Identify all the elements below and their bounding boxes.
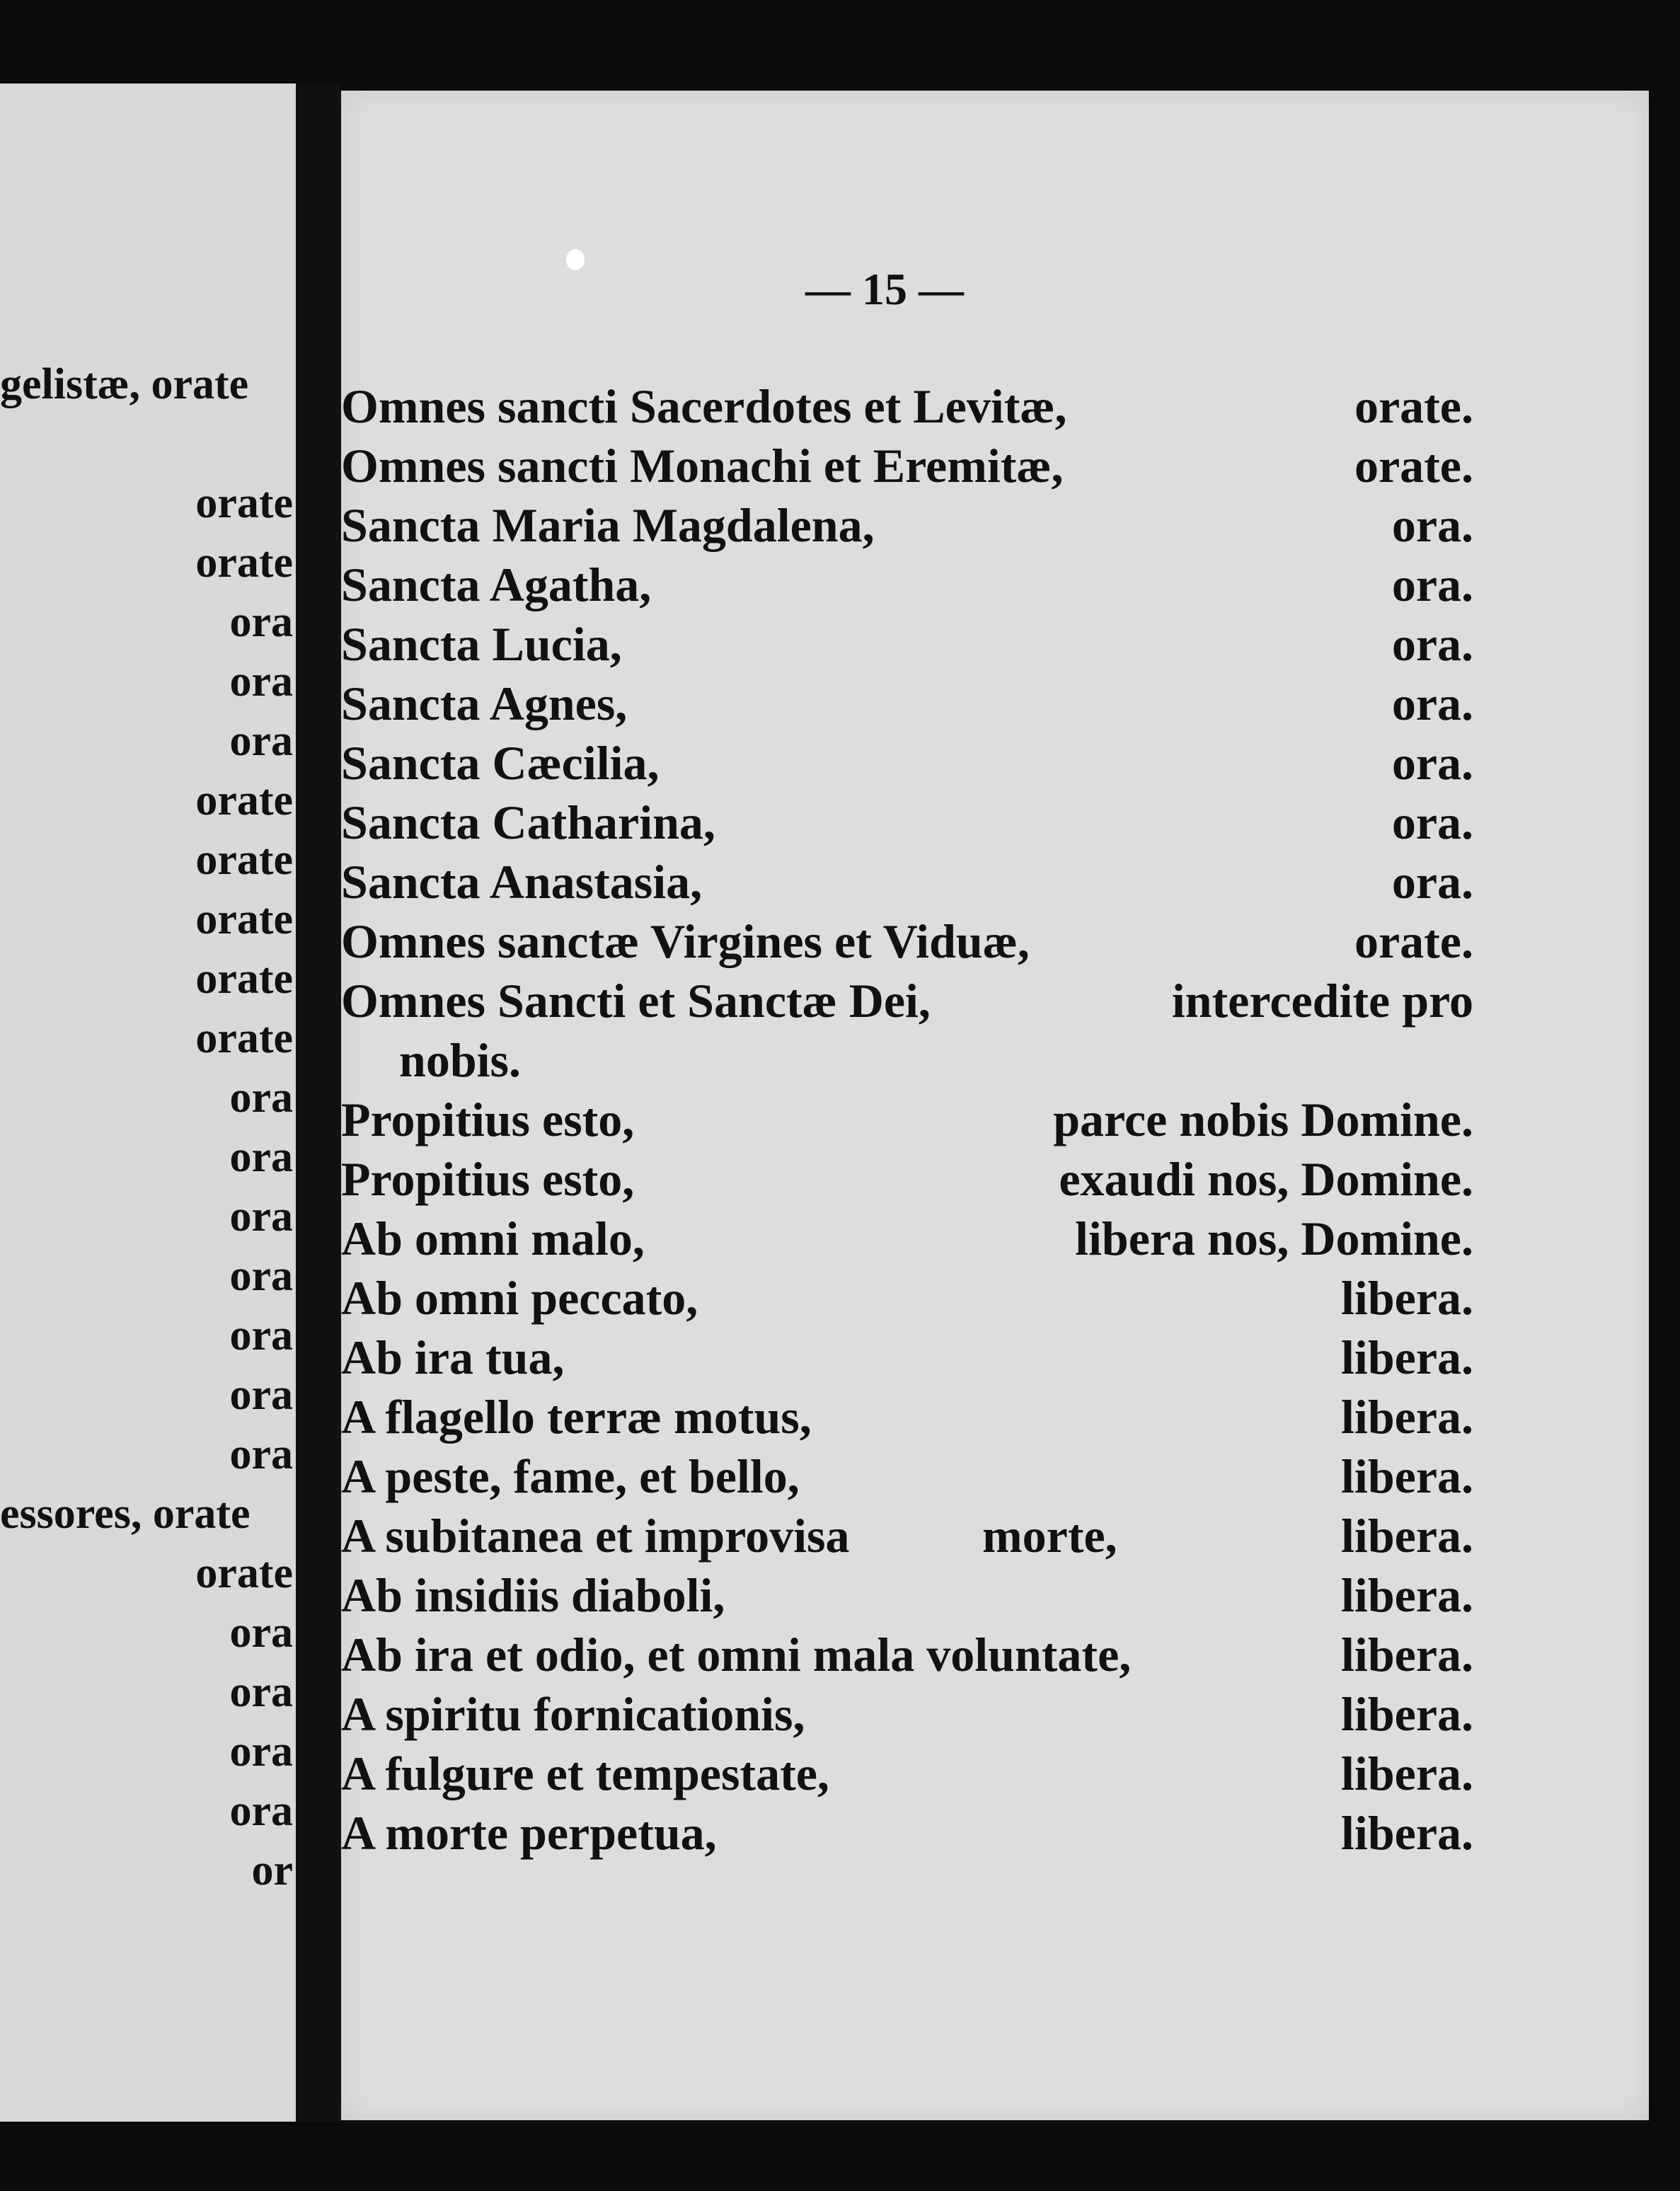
litany-line bbox=[341, 560, 1473, 620]
response-text: ora. bbox=[1391, 855, 1473, 909]
response-text: ora. bbox=[1391, 736, 1473, 790]
response-text: ora. bbox=[1391, 795, 1473, 849]
litany-line bbox=[341, 1749, 1473, 1809]
left-page-fragment: ora bbox=[229, 1192, 293, 1241]
left-page-fragment: ora bbox=[229, 717, 293, 765]
invocation-text: Propitius esto, bbox=[341, 1093, 635, 1146]
response-text: libera. bbox=[1341, 1747, 1473, 1800]
litany-line bbox=[341, 1628, 1473, 1690]
litany-line bbox=[341, 379, 1473, 442]
litany-line bbox=[341, 679, 1473, 739]
page-number: — 15 — bbox=[805, 264, 964, 314]
litany-line bbox=[341, 498, 1473, 560]
response-text: exaudi nos, Domine. bbox=[1059, 1152, 1473, 1206]
left-page-fragment: ora bbox=[229, 1668, 293, 1716]
litany-line bbox=[341, 1509, 1473, 1571]
litany-line bbox=[341, 855, 1473, 917]
left-page-fragment: ora bbox=[229, 1074, 293, 1122]
litany-line bbox=[341, 795, 1473, 858]
response-text: intercedite pro bbox=[1171, 974, 1473, 1028]
response-text: libera. bbox=[1341, 1271, 1473, 1325]
litany-line bbox=[341, 736, 1473, 798]
left-page-fragment: essores, orate bbox=[0, 1490, 251, 1538]
left-page-fragment: ora bbox=[229, 1430, 293, 1478]
left-page-fragment: or bbox=[251, 1846, 293, 1894]
invocation-text: Sancta Agatha, bbox=[341, 558, 652, 611]
left-page-fragment: ora bbox=[229, 1609, 293, 1657]
litany-line bbox=[341, 1449, 1473, 1512]
left-page-fragment: ora bbox=[229, 1252, 293, 1300]
litany-line bbox=[341, 1806, 1473, 1868]
invocation-text: Sancta Anastasia, bbox=[341, 855, 703, 909]
invocation-text: A flagello terræ motus, bbox=[341, 1390, 812, 1444]
left-page-fragment: orate bbox=[195, 836, 293, 884]
litany-line bbox=[341, 974, 1473, 1036]
left-page-fragment: ora bbox=[229, 598, 293, 646]
invocation-text: Sancta Cæcilia, bbox=[341, 736, 660, 790]
litany-line bbox=[341, 1568, 1473, 1631]
invocation-text: Omnes sancti Monachi et Eremitæ, bbox=[341, 439, 1064, 493]
response-text: parce nobis Domine. bbox=[1053, 1093, 1473, 1146]
invocation-text: Ab insidiis diaboli, bbox=[341, 1568, 725, 1622]
response-text: ora. bbox=[1391, 617, 1473, 671]
invocation-text: Omnes sancti Sacerdotes et Levitæ, bbox=[341, 379, 1067, 433]
response-text: libera. bbox=[1341, 1390, 1473, 1444]
left-page-fragment: orate bbox=[195, 479, 293, 527]
response-text: libera. bbox=[1341, 1330, 1473, 1384]
invocation-text: Ab omni malo, bbox=[341, 1212, 645, 1265]
left-page-fragment: ora bbox=[229, 1787, 293, 1835]
litany-line bbox=[341, 1330, 1473, 1393]
invocation-text: Ab omni peccato, bbox=[341, 1271, 698, 1325]
litany-line bbox=[341, 439, 1473, 501]
response-text: libera. bbox=[1341, 1568, 1473, 1622]
invocation-text: A spiritu fornicationis, bbox=[341, 1687, 805, 1741]
response-text: orate. bbox=[1354, 439, 1473, 493]
left-page-fragment: ora bbox=[229, 1133, 293, 1181]
left-page-fragment: ora bbox=[229, 1371, 293, 1419]
litany-line bbox=[341, 1271, 1473, 1333]
response-text: orate. bbox=[1354, 914, 1473, 968]
invocation-text: Ab ira tua, bbox=[341, 1330, 565, 1384]
litany-line bbox=[341, 617, 1473, 679]
invocation-text: Sancta Catharina, bbox=[341, 795, 715, 849]
response-text: ora. bbox=[1391, 677, 1473, 730]
book-gutter bbox=[296, 84, 341, 2122]
left-page-fragment: gelistæ, orate bbox=[0, 360, 249, 408]
left-page-fragment: ora bbox=[229, 657, 293, 706]
invocation-text: nobis. bbox=[399, 1033, 521, 1087]
litany-line bbox=[341, 1687, 1473, 1749]
invocation-text: Propitius esto, bbox=[341, 1152, 635, 1206]
invocation-text: Sancta Maria Magdalena, bbox=[341, 498, 875, 552]
invocation-text: A fulgure et tempestate, bbox=[341, 1747, 829, 1800]
left-page-fragment: orate bbox=[195, 776, 293, 824]
left-page bbox=[0, 84, 297, 2122]
response-text: libera. bbox=[1341, 1628, 1473, 1681]
left-page-fragment: orate bbox=[195, 1014, 293, 1062]
invocation-text: A subitanea et improvisa bbox=[341, 1509, 850, 1563]
left-page-fragment: orate bbox=[195, 1549, 293, 1597]
left-page-fragment: ora bbox=[229, 1727, 293, 1776]
response-text: libera. bbox=[1341, 1806, 1473, 1860]
left-page-fragment: orate bbox=[195, 539, 293, 587]
litany-line bbox=[341, 1390, 1473, 1452]
response-text: libera nos, Domine. bbox=[1075, 1212, 1473, 1265]
invocation-text: Sancta Lucia, bbox=[341, 617, 622, 671]
left-page-fragment: ora bbox=[229, 1311, 293, 1359]
litany-line bbox=[341, 1033, 1473, 1096]
left-page-fragment: orate bbox=[195, 895, 293, 943]
invocation-text: Omnes sanctæ Virgines et Viduæ, bbox=[341, 914, 1030, 968]
response-text: orate. bbox=[1354, 379, 1473, 433]
invocation-text: A morte perpetua, bbox=[341, 1806, 717, 1860]
response-text: libera. bbox=[1341, 1449, 1473, 1503]
response-text: ora. bbox=[1391, 498, 1473, 552]
invocation-text: Omnes Sancti et Sanctæ Dei, bbox=[341, 974, 931, 1028]
litany-line bbox=[341, 1152, 1473, 1214]
left-page-fragment: orate bbox=[195, 955, 293, 1003]
invocation-text: Sancta Agnes, bbox=[341, 677, 628, 730]
print-speck bbox=[566, 249, 585, 270]
response-text: ora. bbox=[1391, 558, 1473, 611]
litany-line bbox=[341, 914, 1473, 977]
response-text: libera. bbox=[1341, 1687, 1473, 1741]
litany-line bbox=[341, 1214, 1473, 1274]
litany-line bbox=[341, 1093, 1473, 1155]
invocation-text: A peste, fame, et bello, bbox=[341, 1449, 800, 1503]
invocation-text: Ab ira et odio, et omni mala voluntate, bbox=[341, 1628, 1132, 1681]
response-text: libera. bbox=[1341, 1509, 1473, 1563]
invocation-text-continued: morte, bbox=[982, 1509, 1117, 1563]
